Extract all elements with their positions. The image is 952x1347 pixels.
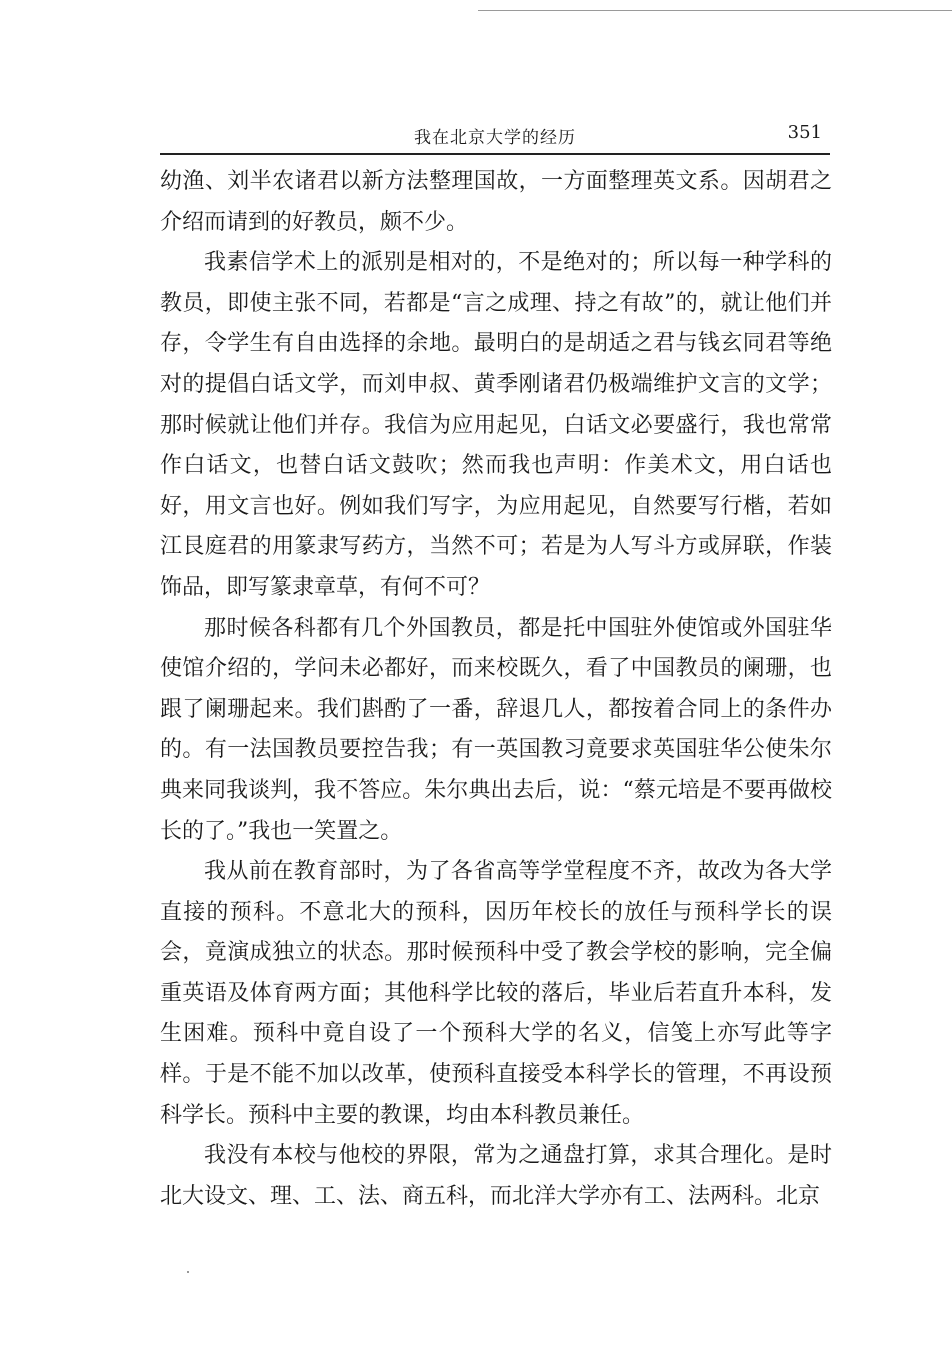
scan-speck xyxy=(187,1271,189,1273)
running-title: 我在北京大学的经历 xyxy=(414,128,576,148)
header-rule xyxy=(160,153,830,155)
paragraph-foreign-teachers: 那时候各科都有几个外国教员，都是托中国驻外使馆或外国驻华使馆介绍的，学问未必都好，而来校既久，看了中国教员的阑珊，也跟了阑珊起来。我们斟酌了一番，辞退几人，都按着合同上的条件办的。有一法国教员要控告我；有一英国教习竟要求英国驻华公使朱尔典来同我谈判，我不答应。朱尔典出去后，说：“蔡元培是不要再做校长的了。”我也一笑置之。 xyxy=(160,615,832,844)
paragraph-preparatory-reform: 我从前在教育部时，为了各省高等学堂程度不齐，故改为各大学直接的预科。不意北大的预科，因历年校长的放任与预科学长的误会，竟演成独立的状态。那时候预科中受了教会学校的影响，完全偏重英语及体育两方面；其他科学比较的落后，毕业后若直升本科，发生困难。预科中竟自设了一个预科大学的名义，信笺上亦写此等字样。于是不能不加以改革，使预科直接受本科学长的管理，不再设预科学长。预科中主要的教课，均由本科教员兼任。 xyxy=(160,859,832,1128)
page-number: 351 xyxy=(787,122,822,143)
body-text xyxy=(160,162,832,1217)
page-header xyxy=(160,119,830,155)
paragraph-continuation: 幼渔、刘半农诸君以新方法整理国故，一方面整理英文系。因胡君之介绍而请到的好教员，颇不少。 xyxy=(160,169,832,235)
top-edge-rule xyxy=(478,10,952,11)
paragraph-school-boundaries: 我没有本校与他校的界限，常为之通盘打算，求其合理化。是时北大设文、理、工、法、商五科，而北洋大学亦有工、法两科。北京 xyxy=(160,1143,832,1209)
paragraph-academic-schools: 我素信学术上的派别是相对的，不是绝对的；所以每一种学科的教员，即使主张不同，若都是“言之成理、持之有故”的，就让他们并存，令学生有自由选择的余地。最明白的是胡适之君与钱玄同君等绝对的提倡白话文学，而刘申叔、黄季刚诸君仍极端维护文言的文学；那时候就让他们并存。我信为应用起见，白话文必要盛行，我也常常作白话文，也替白话文鼓吹；然而我也声明：作美术文，用白话也好，用文言也好。例如我们写字，为应用起见，自然要写行楷，若如江艮庭君的用篆隶写药方，当然不可；若是为人写斗方或屏联，作装饰品，即写篆隶章草，有何不可？ xyxy=(160,250,832,600)
